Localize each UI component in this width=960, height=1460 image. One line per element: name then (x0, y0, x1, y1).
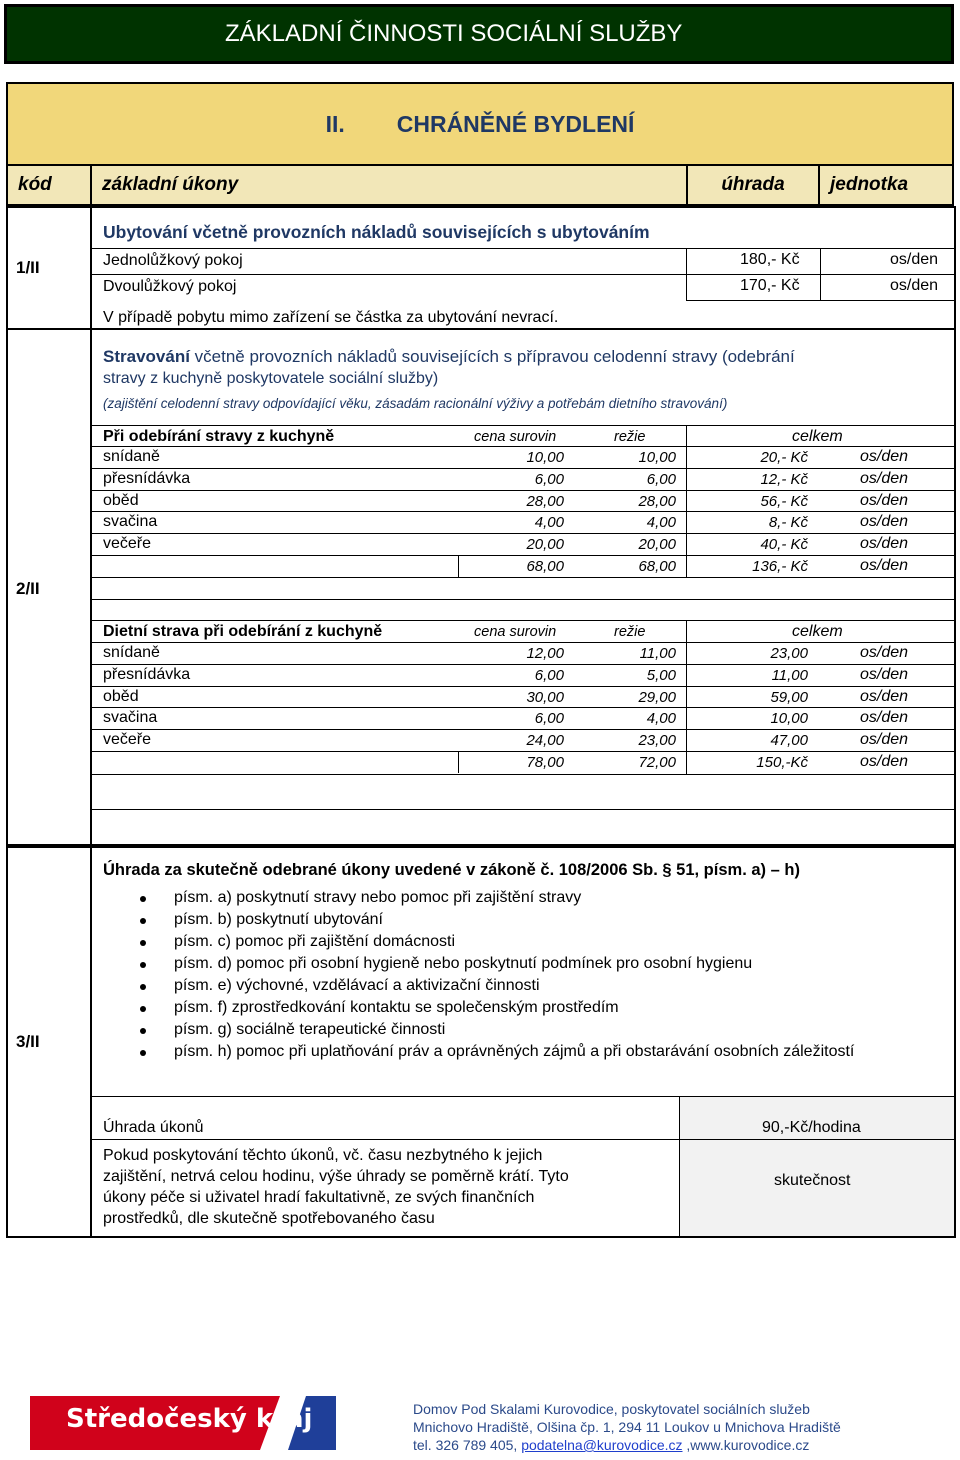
table-row-divider (92, 533, 954, 534)
table-row-divider (92, 555, 954, 556)
bullet-icon (140, 1028, 146, 1034)
row2-title (103, 347, 795, 367)
table-row-divider (92, 664, 954, 665)
bullet-item: písm. b) poskytnutí ubytování (174, 911, 383, 928)
row1-code: 1/II (16, 258, 40, 277)
meal-total-price: 136,- Kč (752, 558, 808, 575)
row3-code: 3/II (16, 1032, 40, 1051)
meal-unit: os/den (860, 448, 909, 465)
meal-ingredients-price: 68,00 (526, 558, 564, 575)
bullet-icon (140, 1006, 146, 1012)
row1-item-unit: os/den (890, 251, 939, 268)
meal-label: večeře (103, 731, 152, 749)
diet-col-ingredients: cena surovin (474, 624, 557, 640)
row1-item-label: Jednolůžkový pokoj (103, 252, 243, 269)
meal-label: přesnídávka (103, 665, 191, 683)
column-header-unit (820, 166, 954, 206)
meal-unit: os/den (860, 513, 909, 531)
meal-label: svačina (103, 709, 158, 727)
bullet-item: písm. f) zprostředkování kontaktu se společenským prostředím (174, 999, 619, 1016)
column-header-payment (688, 166, 820, 206)
bullet-item: písm. g) sociálně terapeutické činnosti (174, 1021, 446, 1038)
row2-title-rest: včetně provozních nákladů souvisejících s přípravou celodenní stravy (odebrání (189, 347, 795, 366)
footer-website: ,www.kurovodice.cz (682, 1437, 810, 1453)
meal-total-price: 11,00 (771, 666, 808, 684)
row2-title-line2: stravy z kuchyně poskytovatele sociální služby) (103, 370, 439, 387)
row1-item-label: Dvoulůžkový pokoj (103, 278, 237, 295)
column-header-code (6, 166, 92, 206)
table-row-divider (92, 686, 954, 687)
meal-total-price: 12,- Kč (760, 470, 808, 488)
table-row-divider (92, 468, 954, 469)
column-header-tasks (92, 166, 688, 206)
meal-overhead-price: 23,00 (638, 732, 676, 750)
footer-line2: Mnichovo Hradiště, Olšina čp. 1, 294 11 Loukov u Mnichova Hradiště (413, 1419, 841, 1435)
page-banner (4, 4, 954, 64)
meal-total-price: 47,00 (770, 732, 808, 750)
bullet-icon (140, 1050, 146, 1056)
meal-overhead-price: 5,00 (646, 666, 676, 684)
fee-note-line: úkony péče si uživatel hradí fakultativně, ze svých finančních (103, 1189, 535, 1206)
bullet-item: písm. a) poskytnutí stravy nebo pomoc při zajištění stravy (174, 889, 582, 906)
bullet-icon (140, 962, 146, 968)
meal-ingredients-price: 30,00 (526, 688, 564, 706)
diet-meals-heading: Dietní strava při odebírání z kuchyně (103, 623, 383, 640)
meal-unit: os/den (860, 535, 909, 553)
meal-unit: os/den (860, 753, 909, 770)
meal-total-price: 20,- Kč (760, 449, 808, 466)
column-payment-label: úhrada (721, 174, 785, 195)
footer-phone: tel. 326 789 405, (413, 1437, 522, 1453)
meal-unit: os/den (860, 687, 909, 705)
fee-value: 90,-Kč/hodina (762, 1119, 861, 1136)
bullet-icon (140, 918, 146, 924)
diet-col-overhead: režie (614, 624, 646, 640)
meal-unit: os/den (860, 731, 909, 749)
total-row-divider (458, 751, 459, 773)
column-tasks-label: základní úkony (102, 174, 239, 195)
bullet-item: písm. h) pomoc při uplatňování práv a oprávněných zájmů a při obstarávání osobních záležitostí (174, 1043, 855, 1060)
bullet-icon (140, 940, 146, 946)
table-row-divider (92, 751, 954, 752)
row1-item-price: 170,- Kč (740, 277, 800, 294)
row1-title: Ubytování včetně provozních nákladů souvisejících s ubytováním (103, 222, 650, 242)
meal-ingredients-price: 10,00 (526, 449, 564, 466)
row1-item-price: 180,- Kč (740, 251, 800, 268)
meal-overhead-price: 68,00 (638, 558, 676, 575)
meal-label: večeře (103, 535, 152, 553)
meal-overhead-price: 20,00 (638, 536, 676, 554)
stredocesky-kraj-logo (30, 1396, 336, 1450)
row2-title-bold: Stravování (103, 347, 190, 366)
fee-value-shade (679, 1096, 954, 1236)
meal-overhead-price: 4,00 (646, 514, 676, 532)
meal-ingredients-price: 6,00 (534, 710, 564, 728)
table-row-divider (92, 446, 954, 447)
row1-item-unit: os/den (890, 277, 939, 294)
meal-label: přesnídávka (103, 469, 191, 487)
table-row-divider (92, 490, 954, 491)
meal-ingredients-price: 6,00 (534, 666, 564, 684)
meal-total-price: 8,- Kč (768, 514, 808, 532)
section-number: II. (325, 110, 345, 137)
bullet-icon (140, 896, 146, 902)
normal-meals-heading: Při odebírání stravy z kuchyně (103, 428, 335, 445)
meal-ingredients-price: 78,00 (526, 754, 564, 771)
meal-ingredients-price: 4,00 (534, 514, 564, 532)
meal-label: oběd (103, 491, 139, 509)
meal-unit: os/den (860, 709, 909, 727)
normal-col-total: celkem (792, 428, 843, 445)
meal-ingredients-price: 24,00 (526, 732, 564, 750)
fee-note-line: zajištění, netrvá celou hodinu, výše úhrady se poměrně krátí. Tyto (103, 1168, 569, 1185)
footer-line3 (413, 1437, 809, 1453)
fee-note-line: Pokud poskytování těchto úkonů, vč. času nezbytného k jejich (103, 1147, 543, 1164)
meal-label: oběd (103, 687, 139, 705)
footer-email-link[interactable]: podatelna@kurovodice.cz (521, 1437, 683, 1453)
row1-note: V případě pobytu mimo zařízení se částka za ubytování nevrací. (103, 309, 559, 326)
bullet-item: písm. c) pomoc při zajištění domácnosti (174, 933, 455, 950)
meal-unit: os/den (860, 557, 909, 574)
fee-label: Úhrada úkonů (103, 1119, 204, 1136)
section-title: CHRÁNĚNÉ BYDLENÍ (396, 110, 635, 137)
row2-subnote: (zajištění celodenní stravy odpovídající věku, zásadám racionální výživy a potřebám dietního stravování) (103, 396, 728, 411)
meal-total-price: 59,00 (770, 688, 808, 706)
table-row-divider (92, 511, 954, 512)
total-row-divider (458, 555, 459, 577)
fee-note-line: prostředků, dle skutečně spotřebovaného času (103, 1210, 435, 1227)
table-row-divider (92, 707, 954, 708)
diet-col-total: celkem (792, 623, 843, 640)
banner-title: ZÁKLADNÍ ČINNOSTI SOCIÁLNÍ SLUŽBY (225, 20, 683, 47)
column-unit-label: jednotka (830, 174, 909, 195)
meal-label: svačina (103, 513, 158, 531)
meal-ingredients-price: 20,00 (526, 536, 564, 554)
meal-total-price: 23,00 (770, 645, 808, 662)
section-header (6, 82, 954, 166)
meal-overhead-price: 4,00 (646, 710, 676, 728)
meal-ingredients-price: 28,00 (526, 492, 564, 510)
meal-total-price: 150,-Kč (756, 754, 808, 771)
meal-unit: os/den (860, 469, 909, 487)
meal-ingredients-price: 12,00 (526, 645, 564, 662)
meal-label: snídaně (103, 644, 160, 661)
meal-unit: os/den (860, 665, 909, 683)
meal-total-price: 10,00 (770, 710, 808, 728)
row3-heading: Úhrada za skutečně odebrané úkony uvedené v zákoně č. 108/2006 Sb. § 51, písm. a) – h) (103, 861, 800, 879)
fee-note-value: skutečnost (774, 1172, 851, 1189)
column-code-label: kód (18, 174, 52, 195)
bullet-icon (140, 984, 146, 990)
meal-total-price: 56,- Kč (760, 492, 808, 510)
meal-overhead-price: 28,00 (638, 492, 676, 510)
normal-col-overhead: režie (614, 429, 646, 445)
meal-ingredients-price: 6,00 (534, 470, 564, 488)
row2-code: 2/II (16, 579, 40, 598)
meal-overhead-price: 72,00 (638, 754, 676, 771)
meal-overhead-price: 29,00 (638, 688, 676, 706)
meal-total-price: 40,- Kč (760, 536, 808, 554)
meal-label: snídaně (103, 448, 160, 465)
meal-unit: os/den (860, 491, 909, 509)
logo-text: Středočeský kraj (66, 1404, 313, 1434)
normal-col-ingredients: cena surovin (474, 429, 557, 445)
bullet-item: písm. e) výchovné, vzdělávací a aktivizační činnosti (174, 977, 540, 994)
footer-line1: Domov Pod Skalami Kurovodice, poskytovatel sociálních služeb (413, 1401, 810, 1417)
table-row-divider (92, 642, 954, 643)
meal-overhead-price: 6,00 (646, 470, 676, 488)
meal-overhead-price: 10,00 (638, 449, 676, 466)
bullet-item: písm. d) pomoc při osobní hygieně nebo poskytnutí podmínek pro osobní hygienu (174, 955, 753, 972)
table-row-divider (92, 729, 954, 730)
meal-unit: os/den (860, 644, 909, 661)
meal-overhead-price: 11,00 (639, 645, 676, 662)
